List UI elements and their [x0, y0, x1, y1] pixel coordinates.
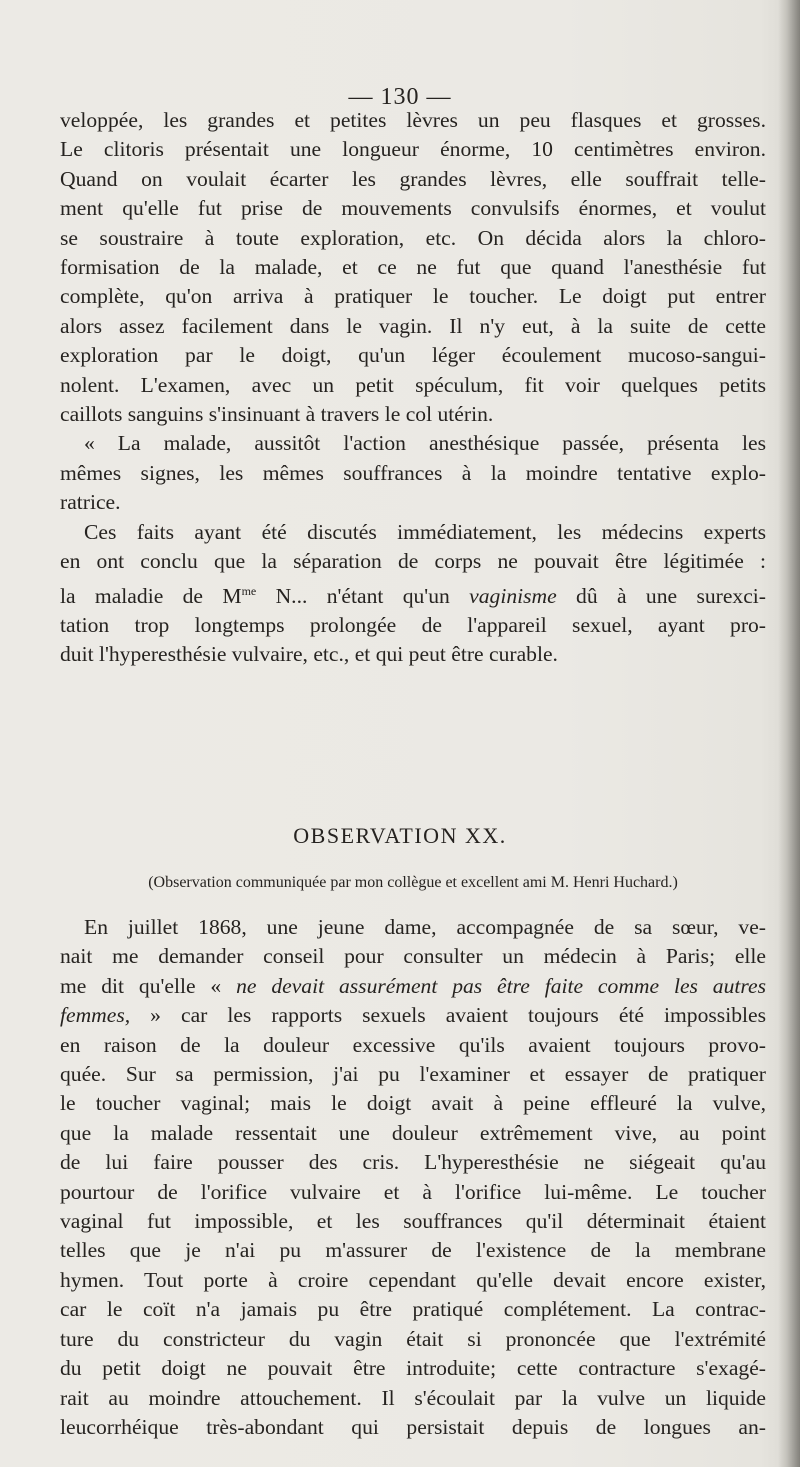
text-line: rait au moindre attouchement. Il s'écoulait par la vulve un liquide: [60, 1385, 766, 1410]
text-line: que la malade ressentait une douleur extrêmement vive, au point: [60, 1120, 766, 1145]
text-line: [60, 1001, 766, 1030]
body-text-bottom: [60, 913, 766, 1442]
text-span: la maladie de M: [60, 583, 242, 608]
text-line: tation trop longtemps prolongée de l'appareil sexuel, ayant pro-: [60, 612, 766, 637]
text-line: leucorrhéique très-abondant qui persistait depuis de longues an-: [60, 1414, 766, 1439]
text-line: [60, 972, 766, 1001]
text-line: Quand on voulait écarter les grandes lèvres, elle souffrait telle-: [60, 166, 766, 191]
text-line: exploration par le doigt, qu'un léger écoulement mucoso-sangui-: [60, 343, 766, 368]
italic-quote: ne devait assurément pas être faite comme les autres: [236, 973, 766, 998]
observation-note: (Observation communiquée par mon collègue et excellent ami M. Henri Huchard.): [148, 874, 678, 891]
text-span: » car les rapports sexuels avaient toujours été impossibles: [130, 1003, 766, 1028]
text-line: le toucher vaginal; mais le doigt avait à peine effleuré la vulve,: [60, 1091, 766, 1116]
text-span: me dit qu'elle «: [60, 973, 237, 998]
text-line: ture du constricteur du vagin était si prononcée que l'extrémité: [60, 1326, 766, 1351]
text-span: N... n'étant qu'un: [256, 583, 470, 608]
text-line: caillots sanguins s'insinuant à travers le col utérin.: [60, 402, 494, 427]
text-line: ratrice.: [60, 490, 121, 515]
text-line: du petit doigt ne pouvait être introduite; cette contracture s'exagé-: [60, 1356, 766, 1381]
page-number: — 130 —: [348, 84, 452, 110]
text-line: alors assez facilement dans le vagin. Il n'y eut, à la suite de cette: [60, 313, 766, 338]
text-line: duit l'hyperesthésie vulvaire, etc., et qui peut être curable.: [60, 642, 558, 667]
text-line: en raison de la douleur excessive qu'ils avaient toujours provo-: [60, 1032, 766, 1057]
text-line: nait me demander conseil pour consulter un médecin à Paris; elle: [60, 944, 766, 969]
text-line: en ont conclu que la séparation de corps ne pouvait être légitimée :: [60, 549, 766, 574]
text-line: car le coït n'a jamais pu être pratiqué complétement. La contrac-: [60, 1297, 766, 1322]
text-line: formisation de la malade, et ce ne fut que quand l'anesthésie fut: [60, 255, 766, 280]
page-edge-shadow: [778, 0, 800, 1467]
body-text-top: [60, 106, 766, 670]
text-line: Ces faits ayant été discutés immédiatement, les médecins experts: [84, 519, 766, 544]
text-line: telles que je n'ai pu m'assurer de l'existence de la membrane: [60, 1238, 766, 1263]
text-line: « La malade, aussitôt l'action anesthésique passée, présenta les: [84, 431, 766, 456]
text-line: complète, qu'on arriva à pratiquer le toucher. Le doigt put entrer: [60, 284, 766, 309]
text-line: nolent. L'examen, avec un petit spéculum, fit voir quelques petits: [60, 372, 766, 397]
text-line: quée. Sur sa permission, j'ai pu l'examiner et essayer de pratiquer: [60, 1062, 766, 1087]
text-line: se soustraire à toute exploration, etc. On décida alors la chloro-: [60, 225, 766, 250]
text-line: pourtour de l'orifice vulvaire et à l'orifice lui-même. Le toucher: [60, 1179, 766, 1204]
observation-heading: OBSERVATION XX.: [293, 823, 507, 848]
superscript: me: [241, 583, 257, 598]
italic-quote: femmes,: [60, 1003, 131, 1028]
text-line: de lui faire pousser des cris. L'hyperesthésie ne siégeait qu'au: [60, 1150, 766, 1175]
text-line: veloppée, les grandes et petites lèvres un peu flasques et grosses.: [60, 108, 766, 132]
text-line: En juillet 1868, une jeune dame, accompagnée de sa sœur, ve-: [84, 915, 766, 939]
text-line: hymen. Tout porte à croire cependant qu'elle devait encore exister,: [60, 1267, 766, 1292]
text-span: dû à une surexci-: [556, 583, 766, 608]
text-line: Le clitoris présentait une longueur énorme, 10 centimètres environ.: [60, 137, 766, 162]
text-line: [60, 577, 766, 611]
italic-term: vaginisme: [469, 583, 557, 608]
text-line: mêmes signes, les mêmes souffrances à la moindre tentative explo-: [60, 460, 766, 485]
text-line: vaginal fut impossible, et les souffrances qu'il déterminait étaient: [60, 1209, 766, 1234]
text-line: ment qu'elle fut prise de mouvements convulsifs énormes, et voulut: [60, 196, 766, 221]
